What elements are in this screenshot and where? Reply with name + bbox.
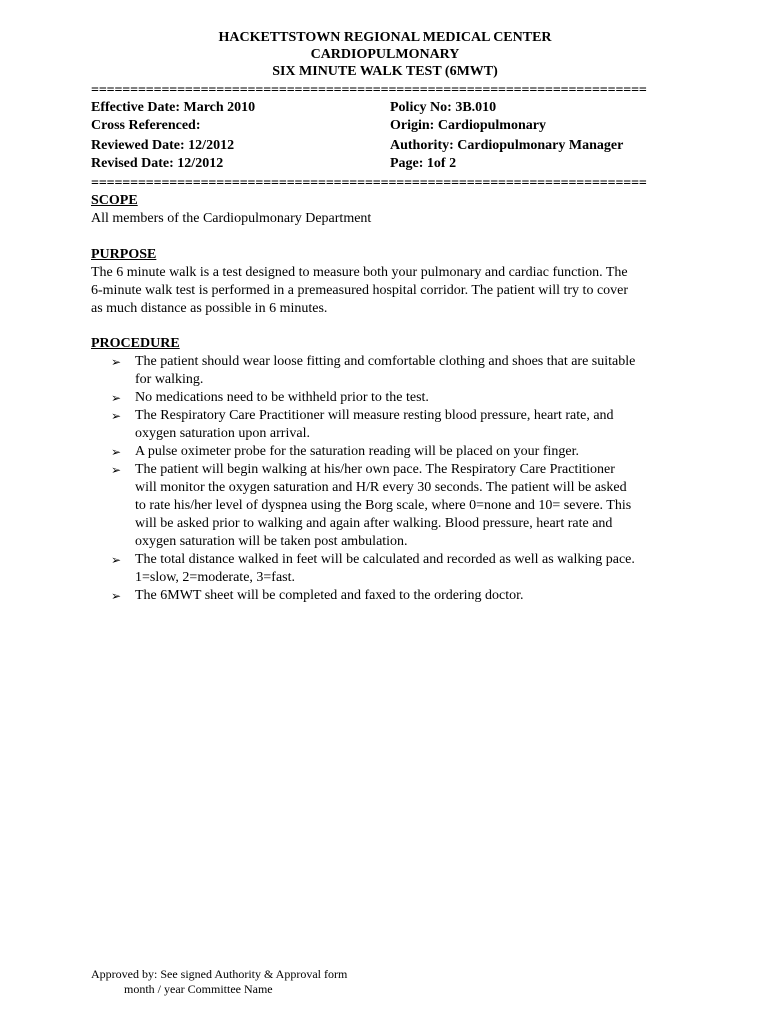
department-name: CARDIOPULMONARY <box>310 47 460 62</box>
list-item-line: A pulse oximeter probe for the saturation reading will be placed on your finger. <box>135 444 579 459</box>
list-item <box>91 443 677 461</box>
policy-number: Policy No: 3B.010 <box>390 100 497 115</box>
arrow-bullet-icon: ➢ <box>111 589 122 603</box>
list-item-line: No medications need to be withheld prior to the test. <box>135 390 429 405</box>
effective-date: Effective Date: March 2010 <box>91 100 256 115</box>
document-title: SIX MINUTE WALK TEST (6MWT) <box>272 64 498 79</box>
list-item-line: for walking. <box>135 372 204 387</box>
purpose-section <box>91 246 677 318</box>
list-item-line: The patient should wear loose fitting and comfortable clothing and shoes that are suitable <box>135 354 636 369</box>
list-item <box>91 551 677 587</box>
procedure-section <box>91 335 677 605</box>
scope-section <box>91 192 677 228</box>
list-item <box>91 407 677 443</box>
list-item-line: will monitor the oxygen saturation and H/R every 30 seconds. The patient will be asked <box>135 480 627 495</box>
cross-referenced: Cross Referenced: <box>91 118 201 133</box>
list-item-line: The total distance walked in feet will be calculated and recorded as well as walking pace. <box>135 552 635 567</box>
arrow-bullet-icon: ➢ <box>111 445 122 459</box>
arrow-bullet-icon: ➢ <box>111 409 122 423</box>
list-item-line: The Respiratory Care Practitioner will measure resting blood pressure, heart rate, and <box>135 408 614 423</box>
separator-rule-top: ======================================================================= <box>91 85 647 97</box>
purpose-heading: PURPOSE <box>91 247 157 262</box>
list-item <box>91 353 677 389</box>
policy-metadata <box>91 99 677 173</box>
list-item-line: oxygen saturation upon arrival. <box>135 426 310 441</box>
list-item <box>91 587 677 605</box>
reviewed-date: Reviewed Date: 12/2012 <box>91 138 235 153</box>
approval-footer <box>91 967 347 997</box>
purpose-line: The 6 minute walk is a test designed to measure both your pulmonary and cardiac function. The <box>91 265 628 280</box>
list-item-line: to rate his/her level of dyspnea using the Borg scale, where 0=none and 10= severe. This <box>135 498 632 513</box>
list-item <box>91 461 677 551</box>
arrow-bullet-icon: ➢ <box>111 553 122 567</box>
footer-subtext: month / year Committee Name <box>124 982 273 996</box>
organization-name: HACKETTSTOWN REGIONAL MEDICAL CENTER <box>218 30 552 45</box>
arrow-bullet-icon: ➢ <box>111 391 122 405</box>
purpose-line: 6-minute walk test is performed in a premeasured hospital corridor. The patient will try to cover <box>91 283 629 298</box>
list-item-line: will be asked prior to walking and again after walking. Blood pressure, heart rate and <box>135 516 613 531</box>
list-item-line: The 6MWT sheet will be completed and faxed to the ordering doctor. <box>135 588 524 603</box>
scope-text: All members of the Cardiopulmonary Department <box>91 211 372 226</box>
revised-date: Revised Date: 12/2012 <box>91 156 224 171</box>
arrow-bullet-icon: ➢ <box>111 463 122 477</box>
list-item-line: The patient will begin walking at his/her own pace. The Respiratory Care Practitioner <box>135 462 615 477</box>
arrow-bullet-icon: ➢ <box>111 355 122 369</box>
list-item-line: oxygen saturation will be taken post ambulation. <box>135 534 408 549</box>
list-item <box>91 389 677 407</box>
procedure-heading: PROCEDURE <box>91 336 180 351</box>
approved-by-text: Approved by: See signed Authority & Approval form <box>91 967 348 981</box>
list-item-line: 1=slow, 2=moderate, 3=fast. <box>135 570 296 585</box>
purpose-line: as much distance as possible in 6 minutes. <box>91 301 328 316</box>
page-number: Page: 1of 2 <box>390 156 457 171</box>
authority: Authority: Cardiopulmonary Manager <box>390 138 624 153</box>
separator-rule-bottom: ======================================================================= <box>91 178 647 190</box>
scope-heading: SCOPE <box>91 193 138 208</box>
document-header <box>0 29 770 80</box>
procedure-list <box>91 353 677 605</box>
origin: Origin: Cardiopulmonary <box>390 118 546 133</box>
